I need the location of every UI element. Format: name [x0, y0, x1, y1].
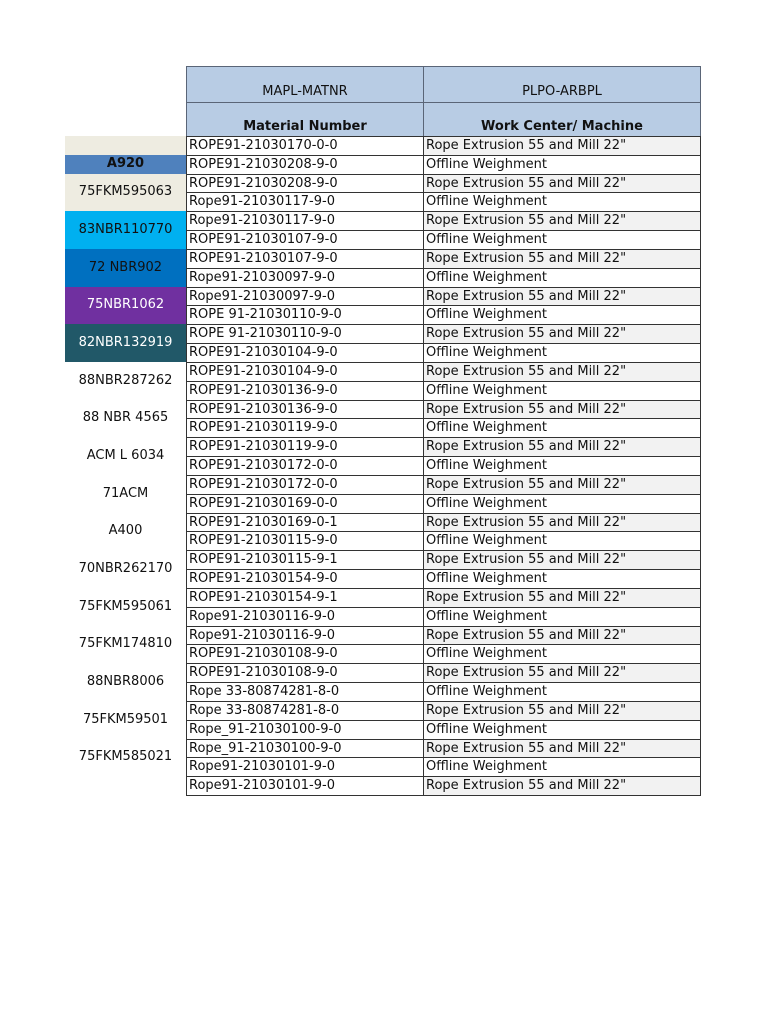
work-center-cell[interactable]: Offline Weighment: [423, 343, 701, 363]
work-center-cell[interactable]: Offline Weighment: [423, 720, 701, 740]
compound-group-label[interactable]: 83NBR110770: [65, 211, 186, 249]
material-number-cell[interactable]: ROPE91-21030115-9-0: [186, 531, 424, 551]
material-number-cell[interactable]: ROPE91-21030107-9-0: [186, 230, 424, 250]
compound-group-label[interactable]: A920: [65, 155, 186, 174]
material-number-cell[interactable]: ROPE91-21030208-9-0: [186, 174, 424, 194]
compound-group-label[interactable]: 88NBR287262: [65, 362, 186, 400]
compound-group-label[interactable]: [65, 136, 186, 155]
work-center-cell[interactable]: Offline Weighment: [423, 192, 701, 212]
work-center-cell[interactable]: Rope Extrusion 55 and Mill 22": [423, 437, 701, 457]
work-center-cell[interactable]: Rope Extrusion 55 and Mill 22": [423, 400, 701, 420]
work-center-cell[interactable]: Offline Weighment: [423, 381, 701, 401]
material-number-cell[interactable]: ROPE91-21030172-0-0: [186, 456, 424, 476]
workcenter-code-header[interactable]: PLPO-ARBPL: [423, 66, 701, 103]
work-center-cell[interactable]: Offline Weighment: [423, 569, 701, 589]
work-center-cell[interactable]: Offline Weighment: [423, 494, 701, 514]
material-number-cell[interactable]: Rope_91-21030100-9-0: [186, 739, 424, 759]
material-number-cell[interactable]: ROPE91-21030115-9-1: [186, 550, 424, 570]
compound-group-label[interactable]: 88 NBR 4565: [65, 400, 186, 438]
material-number-cell[interactable]: ROPE91-21030119-9-0: [186, 418, 424, 438]
compound-group-label[interactable]: 71ACM: [65, 475, 186, 513]
material-number-cell[interactable]: ROPE91-21030172-0-0: [186, 475, 424, 495]
work-center-cell[interactable]: Offline Weighment: [423, 757, 701, 777]
material-number-cell[interactable]: Rope91-21030117-9-0: [186, 192, 424, 212]
work-center-cell[interactable]: Offline Weighment: [423, 531, 701, 551]
material-number-cell[interactable]: ROPE91-21030108-9-0: [186, 663, 424, 683]
work-center-cell[interactable]: Rope Extrusion 55 and Mill 22": [423, 249, 701, 269]
work-center-cell[interactable]: Offline Weighment: [423, 644, 701, 664]
material-number-cell[interactable]: Rope91-21030101-9-0: [186, 776, 424, 796]
material-number-cell[interactable]: ROPE91-21030170-0-0: [186, 136, 424, 156]
work-center-cell[interactable]: Rope Extrusion 55 and Mill 22": [423, 550, 701, 570]
compound-group-label[interactable]: 82NBR132919: [65, 324, 186, 362]
material-number-cell[interactable]: Rope 33-80874281-8-0: [186, 701, 424, 721]
work-center-cell[interactable]: Rope Extrusion 55 and Mill 22": [423, 136, 701, 156]
work-center-cell[interactable]: Rope Extrusion 55 and Mill 22": [423, 362, 701, 382]
work-center-cell[interactable]: Offline Weighment: [423, 268, 701, 288]
work-center-cell[interactable]: Offline Weighment: [423, 456, 701, 476]
work-center-cell[interactable]: Rope Extrusion 55 and Mill 22": [423, 588, 701, 608]
material-number-cell[interactable]: Rope91-21030101-9-0: [186, 757, 424, 777]
material-number-cell[interactable]: ROPE91-21030169-0-0: [186, 494, 424, 514]
material-number-cell[interactable]: ROPE91-21030154-9-0: [186, 569, 424, 589]
material-number-cell[interactable]: Rope 33-80874281-8-0: [186, 682, 424, 702]
material-code-header[interactable]: MAPL-MATNR: [186, 66, 424, 103]
material-number-cell[interactable]: ROPE91-21030136-9-0: [186, 381, 424, 401]
compound-group-label[interactable]: 75NBR1062: [65, 287, 186, 325]
material-title-header[interactable]: Material Number: [186, 102, 424, 137]
material-number-cell[interactable]: ROPE91-21030119-9-0: [186, 437, 424, 457]
work-center-cell[interactable]: Rope Extrusion 55 and Mill 22": [423, 174, 701, 194]
compound-group-label[interactable]: 70NBR262170: [65, 550, 186, 588]
work-center-cell[interactable]: Rope Extrusion 55 and Mill 22": [423, 324, 701, 344]
work-center-cell[interactable]: Offline Weighment: [423, 305, 701, 325]
compound-group-label[interactable]: 75FKM59501: [65, 701, 186, 739]
material-number-cell[interactable]: ROPE91-21030169-0-1: [186, 513, 424, 533]
material-number-cell[interactable]: ROPE91-21030208-9-0: [186, 155, 424, 175]
material-number-cell[interactable]: ROPE 91-21030110-9-0: [186, 305, 424, 325]
material-number-cell[interactable]: Rope91-21030116-9-0: [186, 626, 424, 646]
work-center-cell[interactable]: Offline Weighment: [423, 155, 701, 175]
work-center-cell[interactable]: Rope Extrusion 55 and Mill 22": [423, 739, 701, 759]
material-number-cell[interactable]: ROPE91-21030108-9-0: [186, 644, 424, 664]
compound-group-label[interactable]: 75FKM174810: [65, 626, 186, 664]
compound-group-label[interactable]: ACM L 6034: [65, 437, 186, 475]
work-center-cell[interactable]: Rope Extrusion 55 and Mill 22": [423, 211, 701, 231]
work-center-cell[interactable]: Offline Weighment: [423, 418, 701, 438]
work-center-cell[interactable]: Rope Extrusion 55 and Mill 22": [423, 776, 701, 796]
material-number-cell[interactable]: ROPE91-21030136-9-0: [186, 400, 424, 420]
material-number-cell[interactable]: ROPE91-21030107-9-0: [186, 249, 424, 269]
material-number-cell[interactable]: Rope91-21030097-9-0: [186, 268, 424, 288]
material-number-cell[interactable]: Rope_91-21030100-9-0: [186, 720, 424, 740]
work-center-cell[interactable]: Rope Extrusion 55 and Mill 22": [423, 626, 701, 646]
material-number-cell[interactable]: ROPE91-21030104-9-0: [186, 362, 424, 382]
work-center-cell[interactable]: Offline Weighment: [423, 230, 701, 250]
compound-group-label[interactable]: 75FKM595063: [65, 174, 186, 212]
compound-group-label[interactable]: A400: [65, 513, 186, 551]
material-number-cell[interactable]: Rope91-21030097-9-0: [186, 287, 424, 307]
work-center-cell[interactable]: Offline Weighment: [423, 607, 701, 627]
work-center-cell[interactable]: Rope Extrusion 55 and Mill 22": [423, 663, 701, 683]
work-center-cell[interactable]: Offline Weighment: [423, 682, 701, 702]
workcenter-title-header[interactable]: Work Center/ Machine: [423, 102, 701, 137]
compound-group-label[interactable]: 75FKM595061: [65, 588, 186, 626]
material-number-cell[interactable]: ROPE 91-21030110-9-0: [186, 324, 424, 344]
compound-group-label[interactable]: 72 NBR902: [65, 249, 186, 287]
material-number-cell[interactable]: ROPE91-21030154-9-1: [186, 588, 424, 608]
compound-group-label[interactable]: 88NBR8006: [65, 663, 186, 701]
work-center-cell[interactable]: Rope Extrusion 55 and Mill 22": [423, 701, 701, 721]
material-number-cell[interactable]: ROPE91-21030104-9-0: [186, 343, 424, 363]
compound-group-label[interactable]: 75FKM585021: [65, 739, 186, 777]
material-number-cell[interactable]: Rope91-21030117-9-0: [186, 211, 424, 231]
work-center-cell[interactable]: Rope Extrusion 55 and Mill 22": [423, 287, 701, 307]
work-center-cell[interactable]: Rope Extrusion 55 and Mill 22": [423, 513, 701, 533]
material-number-cell[interactable]: Rope91-21030116-9-0: [186, 607, 424, 627]
work-center-cell[interactable]: Rope Extrusion 55 and Mill 22": [423, 475, 701, 495]
